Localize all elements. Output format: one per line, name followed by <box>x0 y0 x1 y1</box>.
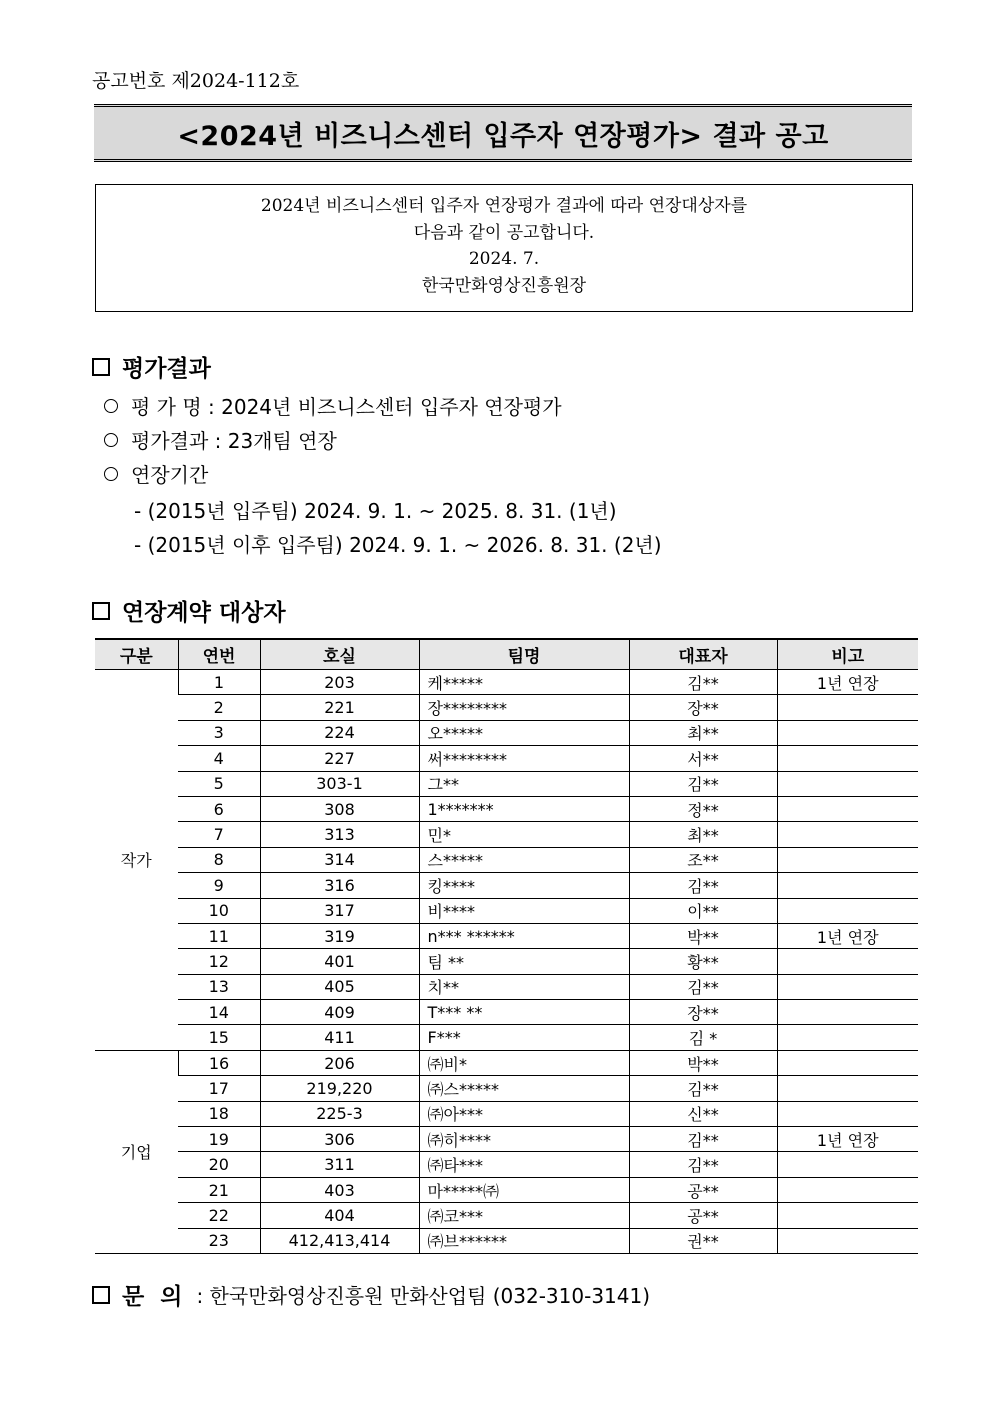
intro-issuer: 한국만화영상진흥원장 <box>421 275 587 296</box>
title-banner <box>94 104 912 162</box>
table-row <box>95 1177 918 1202</box>
representative-cell: 공** <box>629 1203 777 1228</box>
team-cell: 킹**** <box>419 873 629 898</box>
team-cell: 써******** <box>419 746 629 771</box>
remark-cell <box>777 873 918 898</box>
team-cell: 장******** <box>419 695 629 720</box>
remark-cell <box>777 746 918 771</box>
table-row <box>95 923 918 948</box>
table-row <box>95 822 918 847</box>
table-row <box>95 746 918 771</box>
row-number-cell: 4 <box>178 746 260 771</box>
team-cell: ㈜브****** <box>419 1228 629 1253</box>
intro-box <box>95 184 913 312</box>
row-number-cell: 13 <box>178 974 260 999</box>
representative-cell: 조** <box>629 847 777 872</box>
team-cell: T*** ** <box>419 1000 629 1025</box>
room-cell: 316 <box>260 873 419 898</box>
row-number-cell: 19 <box>178 1127 260 1152</box>
table-row <box>95 771 918 796</box>
room-cell: 401 <box>260 949 419 974</box>
remark-cell <box>777 796 918 821</box>
row-number-cell: 20 <box>178 1152 260 1177</box>
remark-cell <box>777 695 918 720</box>
team-cell: ㈜스***** <box>419 1076 629 1101</box>
team-cell: 팀 ** <box>419 949 629 974</box>
remark-cell <box>777 771 918 796</box>
contact-text: : 한국만화영상진흥원 만화산업팀 (032-310-3141) <box>196 1284 651 1308</box>
list-item-text: 연장기간 <box>131 463 209 487</box>
team-cell: ㈜타*** <box>419 1152 629 1177</box>
table-row <box>95 1203 918 1228</box>
remark-cell <box>777 1177 918 1202</box>
group-cell: 기업 <box>95 1050 178 1253</box>
remark-cell <box>777 949 918 974</box>
notice-number: 공고번호 제2024-112호 <box>92 70 300 92</box>
contact-label: 문 의 <box>122 1284 183 1310</box>
table-row <box>95 898 918 923</box>
square-bullet-icon <box>92 602 110 620</box>
room-cell: 404 <box>260 1203 419 1228</box>
remark-cell <box>777 1228 918 1253</box>
row-number-cell: 14 <box>178 1000 260 1025</box>
row-number-cell: 11 <box>178 923 260 948</box>
column-header: 연번 <box>178 639 260 670</box>
remark-cell <box>777 847 918 872</box>
room-cell: 206 <box>260 1050 419 1075</box>
representative-cell: 최** <box>629 720 777 745</box>
table-row <box>95 1000 918 1025</box>
remark-cell <box>777 822 918 847</box>
row-number-cell: 17 <box>178 1076 260 1101</box>
row-number-cell: 6 <box>178 796 260 821</box>
room-cell: 403 <box>260 1177 419 1202</box>
team-cell: 마*****㈜ <box>419 1177 629 1202</box>
representative-cell: 김** <box>629 1076 777 1101</box>
team-cell: 스***** <box>419 847 629 872</box>
intro-line-1: 2024년 비즈니스센터 입주자 연장평가 결과에 따라 연장대상자를 <box>260 196 748 216</box>
remark-cell <box>777 720 918 745</box>
section-heading-targets <box>92 594 286 627</box>
room-cell: 221 <box>260 695 419 720</box>
column-header: 팀명 <box>419 639 629 670</box>
team-cell: 치** <box>419 974 629 999</box>
period-line: - (2015년 이후 입주팀) 2024. 9. 1. ~ 2026. 8. 31. (2년) <box>134 533 662 557</box>
representative-cell: 최** <box>629 822 777 847</box>
table-row <box>95 1152 918 1177</box>
room-cell: 219,220 <box>260 1076 419 1101</box>
table-row <box>95 796 918 821</box>
column-header: 비고 <box>777 639 918 670</box>
team-cell: n*** ****** <box>419 923 629 948</box>
representative-cell: 김** <box>629 1152 777 1177</box>
room-cell: 412,413,414 <box>260 1228 419 1253</box>
square-bullet-icon <box>92 1286 110 1304</box>
table-row <box>95 1228 918 1253</box>
remark-cell <box>777 1000 918 1025</box>
representative-cell: 김** <box>629 670 777 695</box>
remark-cell <box>777 974 918 999</box>
team-cell: 그** <box>419 771 629 796</box>
room-cell: 319 <box>260 923 419 948</box>
column-header: 대표자 <box>629 639 777 670</box>
contact-line <box>92 1278 650 1311</box>
room-cell: 303-1 <box>260 771 419 796</box>
row-number-cell: 9 <box>178 873 260 898</box>
representative-cell: 김 * <box>629 1025 777 1050</box>
table-row <box>95 695 918 720</box>
remark-cell <box>777 1025 918 1050</box>
table-row <box>95 949 918 974</box>
representative-cell: 정** <box>629 796 777 821</box>
row-number-cell: 2 <box>178 695 260 720</box>
row-number-cell: 3 <box>178 720 260 745</box>
representative-cell: 김** <box>629 873 777 898</box>
table-row <box>95 1076 918 1101</box>
representative-cell: 김** <box>629 1127 777 1152</box>
intro-date: 2024. 7. <box>468 249 540 269</box>
row-number-cell: 23 <box>178 1228 260 1253</box>
table-row <box>95 670 918 695</box>
room-cell: 227 <box>260 746 419 771</box>
room-cell: 308 <box>260 796 419 821</box>
remark-cell: 1년 연장 <box>777 1127 918 1152</box>
circle-bullet-icon <box>104 467 118 481</box>
remark-cell: 1년 연장 <box>777 923 918 948</box>
section-heading-results <box>92 350 211 383</box>
remark-cell <box>777 1152 918 1177</box>
representative-cell: 권** <box>629 1228 777 1253</box>
square-bullet-icon <box>92 358 110 376</box>
representative-cell: 황** <box>629 949 777 974</box>
row-number-cell: 18 <box>178 1101 260 1126</box>
row-number-cell: 16 <box>178 1050 260 1075</box>
document-title: <2024년 비즈니스센터 입주자 연장평가> 결과 공고 <box>177 120 829 152</box>
row-number-cell: 22 <box>178 1203 260 1228</box>
table-row <box>95 1101 918 1126</box>
team-cell: ㈜비* <box>419 1050 629 1075</box>
room-cell: 203 <box>260 670 419 695</box>
section-heading-text: 평가결과 <box>122 356 211 382</box>
remark-cell <box>777 1203 918 1228</box>
remark-cell <box>777 1101 918 1126</box>
column-header: 호실 <box>260 639 419 670</box>
row-number-cell: 7 <box>178 822 260 847</box>
table-header-row <box>95 639 918 670</box>
table-row <box>95 720 918 745</box>
room-cell: 409 <box>260 1000 419 1025</box>
representative-cell: 장** <box>629 695 777 720</box>
representative-cell: 김** <box>629 771 777 796</box>
team-cell: 오***** <box>419 720 629 745</box>
period-line: - (2015년 입주팀) 2024. 9. 1. ~ 2025. 8. 31. (1년) <box>134 499 617 523</box>
room-cell: 313 <box>260 822 419 847</box>
row-number-cell: 10 <box>178 898 260 923</box>
room-cell: 224 <box>260 720 419 745</box>
list-item-text: 평가결과 : 23개팀 연장 <box>131 429 337 453</box>
representative-cell: 김** <box>629 974 777 999</box>
table-row <box>95 1127 918 1152</box>
team-cell: 1******* <box>419 796 629 821</box>
row-number-cell: 5 <box>178 771 260 796</box>
room-cell: 411 <box>260 1025 419 1050</box>
room-cell: 405 <box>260 974 419 999</box>
remark-cell <box>777 898 918 923</box>
representative-cell: 공** <box>629 1177 777 1202</box>
representative-cell: 신** <box>629 1101 777 1126</box>
list-item <box>104 459 208 488</box>
list-item <box>104 391 562 420</box>
team-cell: ㈜히**** <box>419 1127 629 1152</box>
team-cell: 케***** <box>419 670 629 695</box>
remark-cell: 1년 연장 <box>777 670 918 695</box>
row-number-cell: 1 <box>178 670 260 695</box>
intro-line-2: 다음과 같이 공고합니다. <box>413 222 595 243</box>
list-item <box>104 425 337 454</box>
table-row <box>95 974 918 999</box>
remark-cell <box>777 1076 918 1101</box>
representative-cell: 이** <box>629 898 777 923</box>
row-number-cell: 12 <box>178 949 260 974</box>
circle-bullet-icon <box>104 399 118 413</box>
team-cell: ㈜아*** <box>419 1101 629 1126</box>
row-number-cell: 8 <box>178 847 260 872</box>
table-row <box>95 1050 918 1075</box>
section-heading-text: 연장계약 대상자 <box>122 600 286 626</box>
group-cell: 작가 <box>95 670 178 1051</box>
representative-cell: 박** <box>629 1050 777 1075</box>
list-item-text: 평 가 명 : 2024년 비즈니스센터 입주자 연장평가 <box>131 395 562 419</box>
team-cell: F*** <box>419 1025 629 1050</box>
room-cell: 317 <box>260 898 419 923</box>
room-cell: 311 <box>260 1152 419 1177</box>
table-row <box>95 1025 918 1050</box>
team-cell: 비**** <box>419 898 629 923</box>
team-cell: 민* <box>419 822 629 847</box>
column-header: 구분 <box>95 639 178 670</box>
targets-table <box>95 638 918 1254</box>
team-cell: ㈜코*** <box>419 1203 629 1228</box>
representative-cell: 박** <box>629 923 777 948</box>
table-row <box>95 873 918 898</box>
representative-cell: 서** <box>629 746 777 771</box>
circle-bullet-icon <box>104 433 118 447</box>
row-number-cell: 21 <box>178 1177 260 1202</box>
table-row <box>95 847 918 872</box>
remark-cell <box>777 1050 918 1075</box>
room-cell: 314 <box>260 847 419 872</box>
representative-cell: 장** <box>629 1000 777 1025</box>
row-number-cell: 15 <box>178 1025 260 1050</box>
room-cell: 225-3 <box>260 1101 419 1126</box>
room-cell: 306 <box>260 1127 419 1152</box>
